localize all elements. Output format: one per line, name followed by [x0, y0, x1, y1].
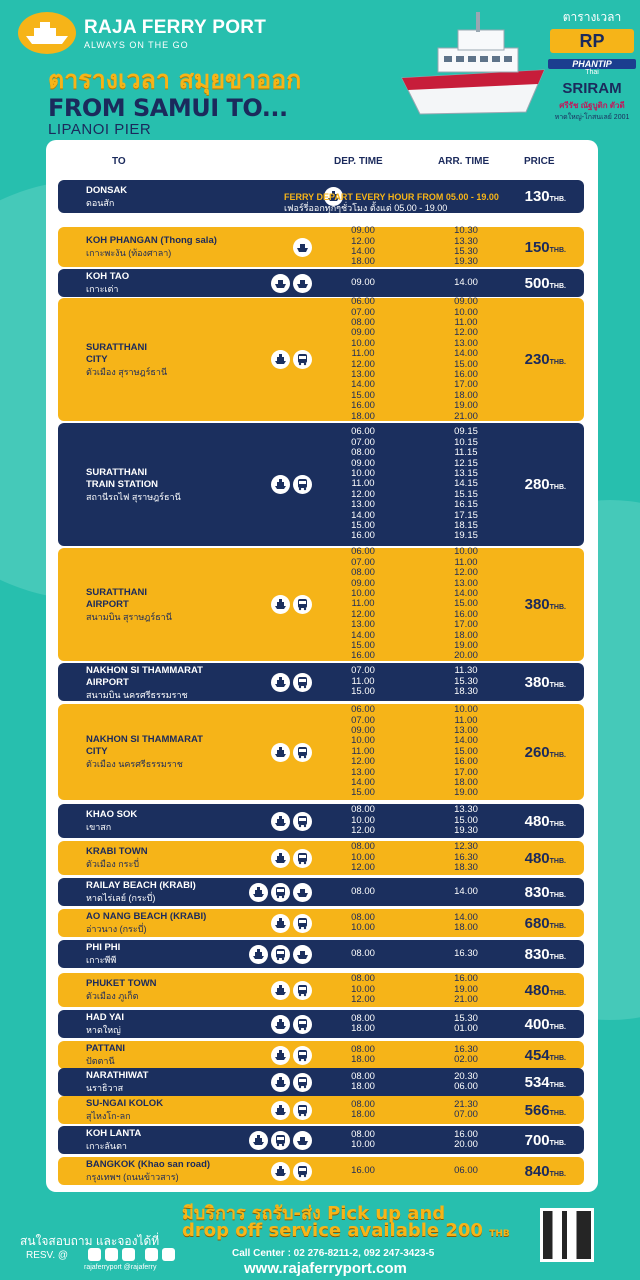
- boat-icon: [293, 1131, 312, 1150]
- table-row[interactable]: [58, 227, 584, 267]
- ferry-icon: [271, 981, 290, 1000]
- price: [525, 915, 566, 932]
- destination: [86, 809, 137, 833]
- transport-icons: [249, 883, 312, 902]
- destination-thai: เขาสก: [86, 822, 112, 832]
- bus-icon: [271, 1131, 290, 1150]
- price: [525, 744, 566, 761]
- destination-thai: ปัตตานี: [86, 1056, 115, 1066]
- price-value: 130: [524, 188, 550, 205]
- price: [525, 1132, 566, 1149]
- transport-icons: [271, 1073, 312, 1092]
- destination-thai: อ่าวนาง (กระบี่): [86, 924, 147, 934]
- table-row[interactable]: [58, 841, 584, 875]
- destination-name: KOH TAO: [86, 271, 130, 282]
- destination: [86, 942, 120, 966]
- bus-icon: [293, 350, 312, 369]
- bus-icon: [293, 743, 312, 762]
- transport-icons: [271, 1162, 312, 1181]
- table-row[interactable]: [58, 1010, 584, 1038]
- price: [525, 1047, 566, 1064]
- destination: [86, 665, 203, 701]
- boat-icon: [293, 883, 312, 902]
- destination-name: SURATTHANI AIRPORT: [86, 586, 148, 610]
- destination-name: SURATTHANI TRAIN STATION: [86, 466, 158, 490]
- destination: [86, 185, 127, 209]
- table-row[interactable]: [58, 909, 584, 937]
- departure-times: 08.00 18.00: [351, 1043, 375, 1065]
- promo-line-1: มีบริการ รถรับ-ส่ง Pick up and: [182, 1203, 446, 1224]
- bus-icon: [293, 981, 312, 1000]
- sriram-logo: SRIRAM: [562, 80, 622, 97]
- bus-icon: [293, 914, 312, 933]
- ferry-icon: [271, 1162, 290, 1181]
- price: [525, 1163, 566, 1180]
- price: [525, 1016, 566, 1033]
- price-value: 400: [524, 1015, 550, 1033]
- col-arr-time: ARR. TIME: [438, 156, 490, 167]
- departure-times: 08.00 18.00: [351, 1098, 375, 1120]
- price: [525, 476, 566, 493]
- youtube-icon[interactable]: [122, 1248, 135, 1261]
- sriram-prefix: Thai: [585, 69, 599, 76]
- arrival-times: 14.00 18.00: [454, 911, 478, 933]
- transport-icons: [249, 1131, 312, 1150]
- destination-thai: ตัวเมือง สุราษฎร์ธานี: [86, 366, 168, 377]
- arrival-times: 13.30 15.00 19.30: [454, 804, 478, 837]
- ferry-icon: [271, 1015, 290, 1034]
- ferry-icon: [271, 475, 290, 494]
- arrival-times: 12.30 16.30 18.30: [454, 841, 478, 874]
- destination-thai: หาดใหญ่: [86, 1025, 121, 1035]
- destination-thai: นราธิวาส: [86, 1083, 124, 1093]
- price: [525, 596, 566, 613]
- destination-name: KHAO SOK: [86, 809, 138, 820]
- destination-name: KOH PHANGAN (Thong sala): [86, 235, 217, 246]
- arrival-times: 10.00 11.00 12.00 13.00 14.00 15.00 16.00 17.00 18.00 19.00 20.00: [454, 546, 478, 662]
- boat-icon: [293, 238, 312, 257]
- destination-thai: กรุงเทพฯ (ถนนข้าวสาร): [86, 1172, 179, 1182]
- sriram-tag: ศรีรัช ณัฐบูติก ตัวดี: [559, 101, 625, 110]
- arrival-times: 20.30 06.00: [454, 1070, 478, 1092]
- price-currency: THB.: [549, 953, 566, 961]
- departure-times: 08.00 10.00 12.00: [351, 973, 375, 1006]
- col-price: PRICE: [524, 156, 555, 167]
- price: [525, 1074, 566, 1091]
- destination-name: RAILAY BEACH (KRABI): [86, 880, 196, 891]
- transport-icons: [271, 350, 312, 369]
- thai-title: ตารางเวลา สมุยขาออก: [48, 65, 302, 94]
- destination-thai: ตัวเมือง นครศรีธรรมราช: [86, 759, 183, 769]
- price: [525, 982, 566, 999]
- arrival-times: 09.00 10.00 11.00 12.00 13.00 14.00 15.00 16.00 17.00 18.00 19.00 21.00: [454, 296, 478, 422]
- departure-times: 08.00: [351, 947, 375, 959]
- arrival-times: 15.30 01.00: [454, 1012, 478, 1034]
- departure-times: 06.00 07.00 08.00 09.00 10.00 11.00 12.00 13.00 14.00 15.00 16.00: [351, 546, 375, 662]
- price-currency: THB.: [549, 857, 566, 865]
- arrival-times: 10.00 11.00 13.00 14.00 15.00 16.00 17.00 18.00 19.00: [454, 704, 478, 799]
- price-currency: THB.: [549, 484, 566, 491]
- table-row[interactable]: [58, 548, 584, 661]
- price-value: 500: [524, 274, 550, 292]
- bus-icon: [271, 883, 290, 902]
- ferry-note: [284, 192, 499, 214]
- table-row[interactable]: [58, 298, 584, 421]
- destination: [86, 1098, 163, 1122]
- destination: [86, 734, 203, 770]
- destination-thai: สนามบิน นครศรีธรรมราช: [86, 690, 188, 700]
- table-row[interactable]: [58, 1157, 584, 1185]
- destination-thai: สนามบิน สุราษฎร์ธานี: [86, 611, 172, 622]
- destination-thai: ดอนสัก: [86, 197, 115, 208]
- ferry-icon: [249, 1131, 268, 1150]
- destination-name: KOH LANTA: [86, 1128, 142, 1139]
- boat-icon: [293, 945, 312, 964]
- destination-name: NARATHIWAT: [86, 1070, 149, 1081]
- destination-name: AO NANG BEACH (KRABI): [86, 911, 207, 922]
- transport-icons: [271, 274, 312, 293]
- departure-times: 08.00 10.00 12.00: [351, 841, 375, 874]
- transport-icons: [271, 743, 312, 762]
- destination-name: KRABI TOWN: [86, 846, 148, 857]
- price: [525, 188, 566, 205]
- ferry-icon: [249, 883, 268, 902]
- price-value: 840: [524, 1162, 550, 1180]
- boat-icon: [271, 274, 290, 293]
- destination: [86, 911, 206, 935]
- ferry-icon: [271, 350, 290, 369]
- rp-transport-logo: RP: [550, 29, 634, 53]
- social-handles: rajaferryport @rajaferry: [84, 1264, 157, 1271]
- destination-name: PATTANI: [86, 1043, 126, 1054]
- ferry-note-en: FERRY DEPART EVERY HOUR FROM 05.00 - 19.00: [284, 192, 499, 202]
- bus-icon: [293, 849, 312, 868]
- table-row[interactable]: [58, 704, 584, 800]
- facebook-icon[interactable]: [88, 1248, 101, 1261]
- destination: [86, 1012, 124, 1036]
- destination: [86, 467, 181, 503]
- boat-icon: [293, 274, 312, 293]
- price: [525, 884, 566, 901]
- price-value: 480: [524, 812, 550, 830]
- page-title: FROM SAMUI TO...: [48, 94, 288, 122]
- instagram-icon[interactable]: [105, 1248, 118, 1261]
- price-currency: THB.: [549, 196, 566, 203]
- departure-times: 16.00: [351, 1164, 375, 1176]
- transport-icons: [249, 945, 312, 964]
- transport-icons: [271, 475, 312, 494]
- arrival-times: 10.30 13.30 15.30 19.30: [454, 225, 478, 268]
- destination: [86, 1159, 210, 1183]
- price-value: 150: [524, 238, 550, 256]
- departure-times: 06.00 07.00 09.00 10.00 11.00 12.00 13.00 14.00 15.00: [351, 704, 375, 799]
- social-links: [88, 1248, 175, 1261]
- departure-times: 06.00 07.00 08.00 09.00 10.00 11.00 12.00 13.00 14.00 15.00 16.00 18.00: [351, 296, 375, 422]
- table-row[interactable]: [58, 423, 584, 546]
- bus-icon: [293, 1046, 312, 1065]
- schedule-label: ตารางเวลา: [562, 10, 622, 24]
- transport-icons: [271, 595, 312, 614]
- ferry-icon: [249, 945, 268, 964]
- price-value: 480: [524, 981, 550, 999]
- price-value: 380: [524, 596, 550, 613]
- price-currency: THB.: [549, 282, 566, 290]
- price-value: 566: [524, 1101, 550, 1119]
- call-center[interactable]: Call Center : 02 276-8211-2, 092 247-3423-5: [232, 1248, 435, 1259]
- promo-line-2: [182, 1220, 510, 1241]
- bus-icon: [293, 1073, 312, 1092]
- price-value: 454: [524, 1046, 550, 1064]
- price: [525, 351, 566, 368]
- transport-icons: [271, 1046, 312, 1065]
- ferry-logo-icon: [18, 12, 76, 54]
- qr-code-icon[interactable]: [540, 1208, 594, 1262]
- schedule-table: [46, 140, 598, 1192]
- bus-icon: [293, 595, 312, 614]
- destination-name: SU-NGAI KOLOK: [86, 1098, 164, 1109]
- ferry-icon: [271, 595, 290, 614]
- table-row[interactable]: [58, 1041, 584, 1069]
- price: [525, 1102, 566, 1119]
- table-row[interactable]: [58, 878, 584, 906]
- table-row[interactable]: [58, 973, 584, 1007]
- bus-icon: [293, 1101, 312, 1120]
- bus-icon: [293, 475, 312, 494]
- destination: [86, 846, 148, 870]
- destination-thai: สถานีรถไฟ สุราษฎร์ธานี: [86, 491, 181, 502]
- destination: [86, 1043, 125, 1067]
- price-value: 380: [524, 673, 550, 691]
- price-currency: THB.: [549, 246, 566, 254]
- price-currency: THB.: [549, 359, 566, 366]
- price-value: 700: [524, 1131, 550, 1149]
- brand-logo[interactable]: [18, 12, 266, 54]
- price-currency: THB.: [549, 751, 566, 759]
- destination: [86, 978, 157, 1002]
- price-currency: THB.: [549, 681, 566, 689]
- ferry-icon: [271, 914, 290, 933]
- bus-icon: [293, 673, 312, 692]
- bus-icon: [271, 945, 290, 964]
- price-value: 680: [524, 914, 550, 932]
- departure-times: 08.00: [351, 885, 375, 897]
- price-value: 534: [524, 1073, 550, 1091]
- destination-name: PHUKET TOWN: [86, 978, 157, 989]
- ferry-icon: [271, 673, 290, 692]
- price: [525, 674, 566, 691]
- bus-icon: [293, 1015, 312, 1034]
- destination-name: HAD YAI: [86, 1012, 125, 1023]
- table-row[interactable]: [58, 180, 584, 213]
- destination: [86, 587, 172, 623]
- transport-icons: [271, 1015, 312, 1034]
- contact-label: สนใจสอบถาม และจองได้ที่: [20, 1234, 160, 1248]
- destination-thai: เกาะเต่า: [86, 284, 119, 294]
- price-currency: THB.: [549, 604, 566, 611]
- departure-times: 09.00: [351, 276, 375, 288]
- arrival-times: 11.30 15.30 18.30: [454, 665, 478, 698]
- table-row[interactable]: [58, 804, 584, 838]
- brand-name: RAJA FERRY PORT: [84, 16, 267, 38]
- ferry-icon: [271, 1046, 290, 1065]
- price-currency: THB.: [549, 1081, 566, 1089]
- col-dep-time: DEP. TIME: [334, 156, 383, 167]
- price-currency: THB.: [549, 891, 566, 899]
- destination-thai: ตัวเมือง ภูเก็ต: [86, 991, 139, 1001]
- ferry-icon: [271, 1101, 290, 1120]
- price: [525, 850, 566, 867]
- table-row[interactable]: [58, 1096, 584, 1124]
- departure-times: 08.00 18.00: [351, 1070, 375, 1092]
- destination: [86, 880, 196, 904]
- col-to: TO: [112, 156, 126, 167]
- line-icon[interactable]: [162, 1248, 175, 1261]
- destination: [86, 1128, 141, 1152]
- destination-name: PHI PHI: [86, 942, 121, 953]
- price-value: 830: [524, 945, 550, 963]
- price-value: 260: [524, 743, 550, 761]
- table-header: [46, 140, 598, 180]
- price-value: 480: [524, 849, 550, 867]
- destination-thai: เกาะพีพี: [86, 955, 117, 965]
- departure-times: 09.00 12.00 14.00 18.00: [351, 225, 375, 268]
- arrival-times: 14.00: [454, 885, 478, 897]
- arrival-times: 16.00 20.00: [454, 1128, 478, 1150]
- table-row[interactable]: [58, 940, 584, 968]
- transport-icons: [271, 981, 312, 1000]
- destination-thai: ตัวเมือง กระบี่: [86, 859, 140, 869]
- destination-name: SURATTHANI CITY: [86, 341, 148, 365]
- price-currency: THB.: [549, 1109, 566, 1117]
- price-currency: THB.: [549, 989, 566, 997]
- departure-times: 08.00 18.00: [351, 1012, 375, 1034]
- destination-name: NAKHON SI THAMMARAT CITY: [86, 734, 203, 757]
- price-currency: THB.: [549, 1054, 566, 1062]
- arrival-times: 16.00 19.00 21.00: [454, 973, 478, 1006]
- destination: [86, 1070, 148, 1094]
- pier-subtitle: LIPANOI PIER: [48, 121, 152, 138]
- price: [525, 239, 566, 256]
- sriram-location: หาดใหญ่-โกสนเลย์ 2001: [554, 114, 630, 121]
- destination-thai: เกาะพะงัน (ท้องศาลา): [86, 248, 172, 258]
- price-value: 230: [524, 351, 550, 368]
- ship-illustration-icon: [398, 8, 548, 120]
- price-currency: THB.: [549, 1139, 566, 1147]
- phantip-logo: PHANTIP: [548, 59, 636, 69]
- brand-tagline: ALWAYS ON THE GO: [84, 39, 189, 50]
- table-row[interactable]: [58, 1068, 584, 1096]
- price-currency: THB.: [549, 922, 566, 930]
- price: [525, 275, 566, 292]
- destination-thai: หาดไร่เลย์ (กระบี่): [86, 893, 156, 903]
- arrival-times: 16.30: [454, 947, 478, 959]
- ferry-icon: [271, 812, 290, 831]
- destination: [86, 235, 217, 259]
- ferry-note-th: เฟอร์รี่ออกทุกๆชั่วโมง ตั้งแต่ 05.00 - 19.00: [284, 203, 448, 213]
- price: [525, 946, 566, 963]
- transport-icons: [271, 914, 312, 933]
- price-value: 280: [524, 476, 550, 493]
- arrival-times: 09.15 10.15 11.15 12.15 13.15 14.15 15.15 16.15 17.15 18.15 19.15: [454, 426, 478, 542]
- arrival-times: 14.00: [454, 276, 478, 288]
- promo-currency: THB: [489, 1229, 510, 1239]
- bus-icon: [293, 812, 312, 831]
- departure-times: 08.00 10.00: [351, 1128, 375, 1150]
- arrival-times: 06.00: [454, 1164, 478, 1176]
- transport-icons: [271, 812, 312, 831]
- price: [525, 813, 566, 830]
- website-link[interactable]: www.rajaferryport.com: [244, 1260, 407, 1277]
- header: [0, 0, 640, 140]
- destination-thai: เกาะลันตา: [86, 1141, 127, 1151]
- ferry-icon: [271, 1073, 290, 1092]
- footer: [0, 1192, 640, 1280]
- partner-logos: [548, 8, 636, 120]
- arrival-times: 21.30 07.00: [454, 1098, 478, 1120]
- reservation-label: RESV. @: [26, 1250, 69, 1261]
- bus-icon: [293, 1162, 312, 1181]
- transport-icons: [293, 238, 312, 257]
- price-currency: THB.: [549, 1023, 566, 1031]
- transport-icons: [271, 673, 312, 692]
- price-currency: THB.: [549, 1170, 566, 1178]
- promo-line-2-text: drop off service available 200: [182, 1220, 483, 1241]
- transport-icons: [271, 1101, 312, 1120]
- price-currency: THB.: [549, 820, 566, 828]
- transport-icons: [271, 849, 312, 868]
- destination-thai: สุไหงโก-ลก: [86, 1111, 131, 1121]
- table-row[interactable]: [58, 663, 584, 701]
- twitter-icon[interactable]: [145, 1248, 158, 1261]
- price-value: 830: [524, 883, 550, 901]
- table-row[interactable]: [58, 1126, 584, 1154]
- destination: [86, 271, 129, 295]
- destination-name: NAKHON SI THAMMARAT AIRPORT: [86, 665, 203, 688]
- departure-times: 08.00 10.00 12.00: [351, 804, 375, 837]
- destination: [86, 342, 167, 378]
- departure-times: 07.00 11.00 15.00: [351, 665, 375, 698]
- destination-name: DONSAK: [86, 184, 128, 196]
- ferry-icon: [271, 849, 290, 868]
- departure-times: 08.00 10.00: [351, 911, 375, 933]
- ferry-icon: [271, 743, 290, 762]
- departure-times: 06.00 07.00 08.00 09.00 10.00 11.00 12.00 13.00 14.00 15.00 16.00: [351, 426, 375, 542]
- arrival-times: 16.30 02.00: [454, 1043, 478, 1065]
- table-row[interactable]: [58, 269, 584, 297]
- destination-name: BANGKOK (Khao san road): [86, 1159, 211, 1170]
